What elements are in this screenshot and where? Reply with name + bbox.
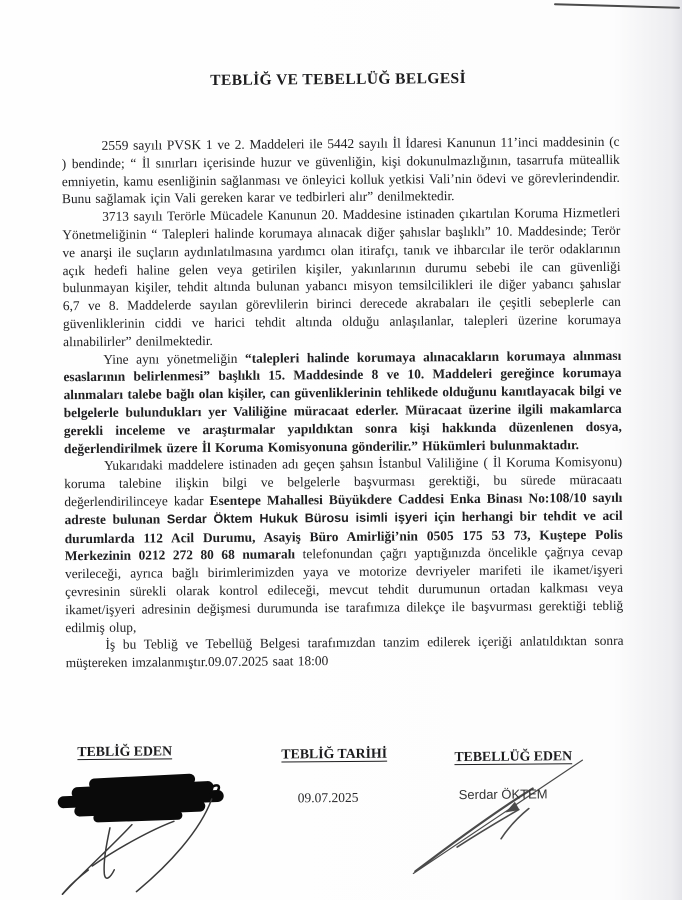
paragraph-segment: için herhangi bir tehdit ve acil durumlarda 112 Acil Durumu, Asayiş Büro Amirliği’nin 0505 175 53 73, Kuştepe Polis Merkezinin 0212 272 80 68 numaralı xyxy=(64,507,623,564)
recipient-signature xyxy=(404,754,595,885)
paragraph xyxy=(62,204,621,351)
teblig-eden-header: TEBLİĞ EDEN xyxy=(77,743,173,760)
redacted-signature xyxy=(40,769,241,900)
paragraph-segment: Yukarıdaki maddelere istinaden adı geçen şahsın İstanbul Valiliğine ( İl Koruma Komisyonu) koruma talebine ilişkin bilgi ve belgelerle başvurması gerektiği, bu sürede müracaatı değerlendirilinceye kadar xyxy=(64,454,623,510)
paragraph-segment: Serdar Öktem Hukuk Bürosu isimli işyeri xyxy=(166,510,435,527)
signature-column-teblig-tarihi xyxy=(281,745,388,806)
paragraph-segment: 2559 sayılı PVSK 1 ve 2. Maddeleri ile 5442 sayılı İl İdaresi Kanunun 11’inci maddesinin (c ) bendinde; “ İl sınırları içerisinde huzur ve güvenliğin, kişi dokunulmazlığının, tasarrufa müteallik emniyetin, kamu esenliğinin sağlanması ve önleyici kolluk yetkisi Vali’nin ödevi ve görevlerindendir. Bunu sağlamak için Vali gereken karar ve tedbirleri alır” denilmektedir. xyxy=(61,133,620,207)
document-body xyxy=(62,133,624,672)
paragraph xyxy=(63,346,622,457)
teblig-tarihi-header: TEBLİĞ TARİHİ xyxy=(281,745,388,762)
teblig-date: 09.07.2025 xyxy=(297,789,359,806)
paragraph-segment: 3713 sayılı Terörle Mücadele Kanunun 20. Maddesine istinaden çıkartılan Koruma Hizmetleri Yönetmeliğinin “ Talepleri halinde korumaya alınacak diğer şahıslar başlıklı” 10. Maddesinde; Terör ve anarşi ile suçların aydınlatılmasına yardımcı olan itirafçı, tanık ve ihbarcılar ile terör odaklarının açık hedefi haline gelen veya getirilen kişiler, yakınlarının durumu sebebi ile can güvenliği bulunmayan kişiler, tehdit altında bulunan yabancı misyon temsilcilikleri ile diğer yabancı şahıslar 6,7 ve 8. Maddelerde sayılan görevlilerin birinci derecede akrabaları ile çeşitli sebeplerle can güvenliklerinin ciddi ve harici tehdit altında olduğu anlaşılanlar, talepleri üzerine korumaya alınabilirler” denilmektedir. xyxy=(62,204,622,349)
document-title: TEBLİĞ VE TEBELLÜĞ BELGESİ xyxy=(210,70,467,90)
paragraph xyxy=(62,133,621,209)
paragraph-segment: telefonundan çağrı yaptığınızda öncelikle çağrıya cevap verileceği, ayrıca bağlı birimlerimizden yaya ve motorize devriyeler marifeti ile ikamet/işyeri çevresinin sürekli olarak kontrol edileceği, mevcut tehdit durumunun ortadan kalkması veya ikamet/işyeri adresinin değişmesi durumunda ise tarafımıza dilekçe ile başvurması gerektiği tebliğ edilmiş olup, xyxy=(64,544,624,635)
paragraph-segment: Esentepe Mahallesi Büyükdere Caddesi Enka Binası No:108/10 sayılı adreste bulunan xyxy=(64,489,623,527)
paragraph-segment: Yine aynı yönetmeliğin xyxy=(103,350,246,367)
paragraph xyxy=(64,453,623,636)
tebellug-eden-header: TEBELLÜĞ EDEN xyxy=(454,748,573,765)
paragraph xyxy=(65,632,623,672)
paragraph-segment: “talepleri halinde korumaya alınacakların korumaya alınması esaslarının belirlenmesi” başlıklı 15. Maddesinde 8 ve 10. Maddeleri gereğince korumaya alınmaları talebe bağlı olan kişiler, can güvenliklerinin tehlikede olduğunu kanıtlayacak bilgi ve belgelerle bulundukları yer Valiliğine müracaat ederler. Müracaat üzerine ilgili makamlarca gerekli inceleme ve araştırmalar yapıldıktan sonra kişi hakkında düzenlenen dosya, değerlendirilmek üzere İl Koruma Komisyonuna gönderilir.” Hükümleri bulunmaktadır. xyxy=(63,347,622,456)
recipient-name: Serdar ÖKTEM xyxy=(458,786,548,803)
signature-column-teblig-eden xyxy=(77,743,172,760)
paragraph-segment: İş bu Tebliğ ve Tebellüğ Belgesi tarafımızdan tanzim edilerek içeriği anlatıldıktan sonra müştereken imzalanmıştır.09.07.2025 saat 18:00 xyxy=(65,633,624,671)
signature-column-tebellug-eden xyxy=(454,748,573,803)
signature-block xyxy=(2,739,682,900)
